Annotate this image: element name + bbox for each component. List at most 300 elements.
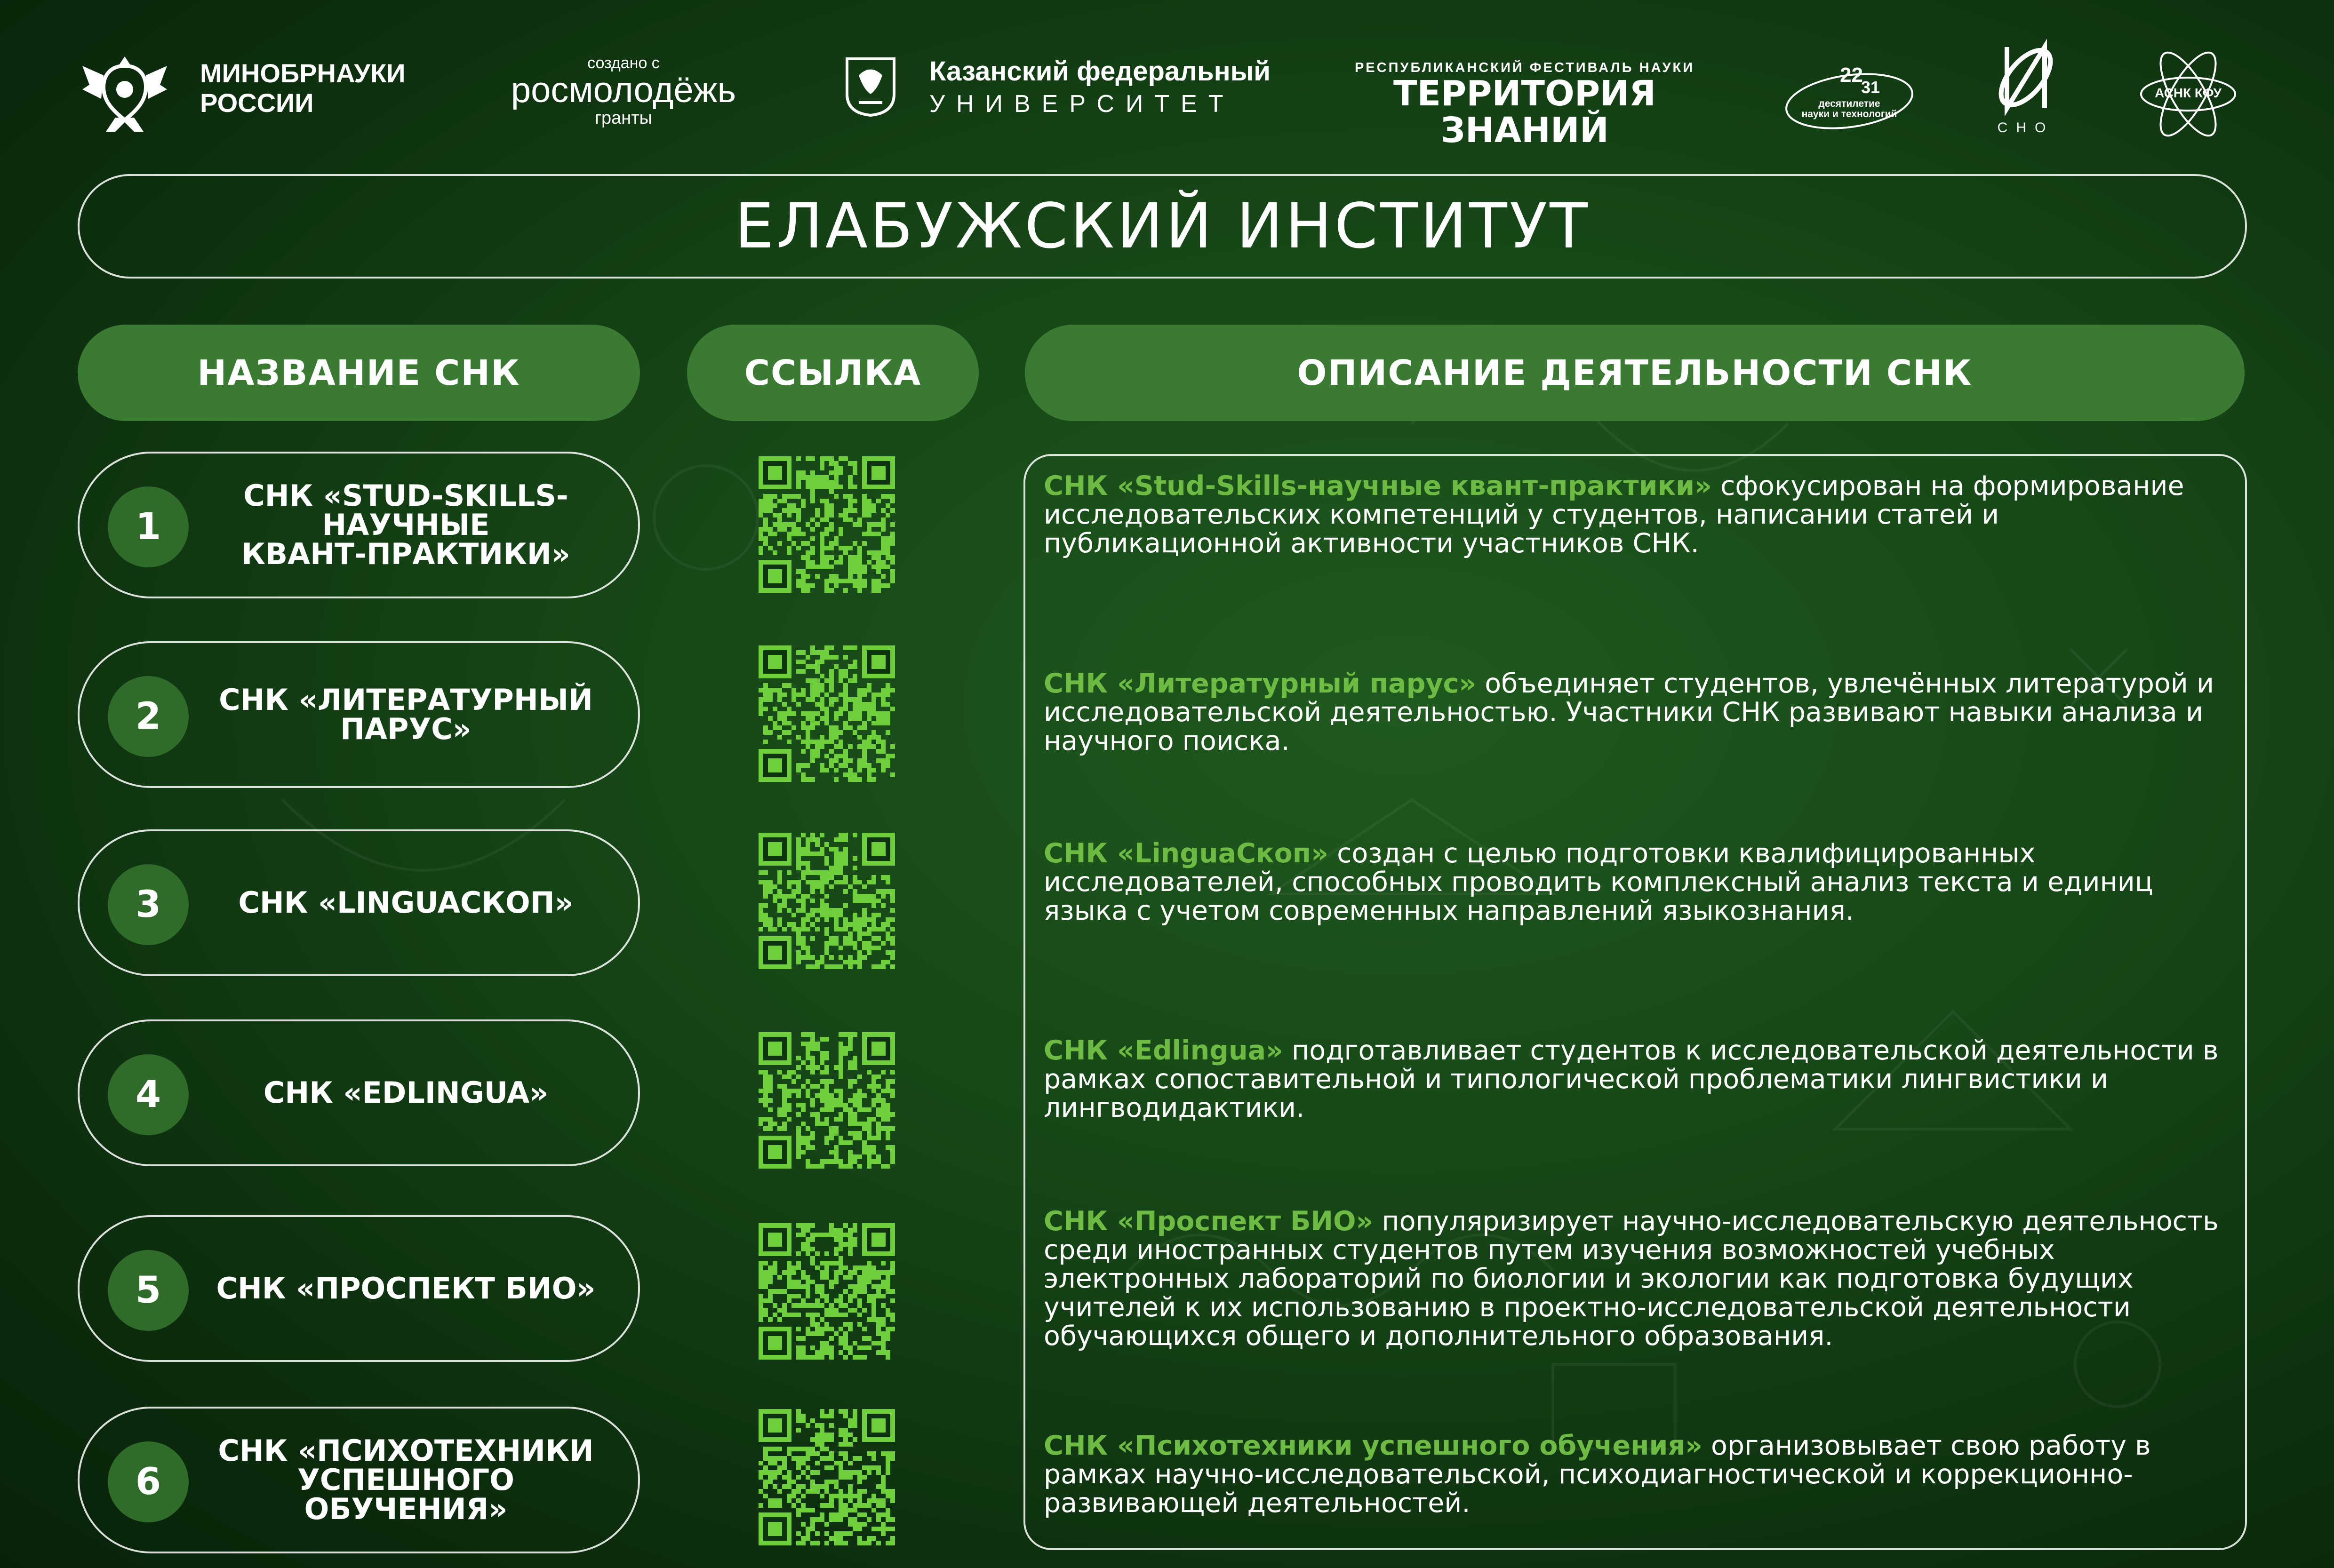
qr-module [886,1451,890,1456]
qr-module [839,1228,843,1233]
qr-module [824,913,829,917]
qr-code-icon[interactable] [759,1032,895,1169]
qr-module [876,1541,881,1545]
qr-module [810,1056,815,1060]
qr-module [857,964,862,969]
qr-module [801,922,806,927]
qr-module [857,1266,862,1270]
qr-module [829,1223,834,1228]
qr-module [876,1517,881,1522]
qr-module [820,1433,824,1437]
qr-module [768,569,782,583]
qr-module [871,768,876,772]
qr-module [820,1233,824,1237]
qr-module [839,1494,843,1498]
qr-module [829,697,834,702]
qr-module [820,1164,824,1169]
qr-module [890,1498,895,1503]
qr-module [806,541,810,546]
qr-module [853,508,857,513]
qr-module [806,1331,810,1336]
qr-module [773,1261,777,1266]
qr-module [862,688,867,692]
qr-module [862,1270,867,1275]
qr-module [857,917,862,922]
qr-module [820,903,824,908]
qr-module [796,470,801,475]
qr-module [791,503,796,508]
qr-module [857,1303,862,1308]
qr-module [886,730,890,735]
qr-module [857,744,862,749]
qr-module [801,1447,806,1451]
qr-module [848,1508,853,1512]
qr-module [890,1112,895,1117]
qr-module [815,711,820,716]
qr-module [791,889,796,894]
qr-module [881,494,886,499]
qr-module [848,1084,853,1089]
qr-module [796,861,801,866]
qr-module [834,1275,839,1280]
qr-module [848,1242,853,1247]
qr-module [796,508,801,513]
qr-module [867,1266,871,1270]
qr-module [890,560,895,565]
qr-module [796,546,801,550]
qr-module [890,494,895,499]
qr-module [848,931,853,936]
qr-module [763,517,768,522]
qr-module [857,1131,862,1136]
qr-module [801,1456,806,1461]
qr-module [824,1447,829,1451]
qr-module [839,532,843,536]
qr-module [801,650,806,655]
qr-module [759,513,763,517]
qr-module [763,688,768,692]
qr-module [834,941,839,946]
qr-module [796,1512,801,1517]
qr-module [763,1093,768,1098]
item-number: 5 [108,1250,189,1331]
qr-module [759,550,763,555]
qr-module [890,1079,895,1084]
qr-module [815,1541,820,1545]
qr-module [810,837,815,842]
qr-code-icon[interactable] [759,1409,895,1545]
qr-module [763,1484,768,1489]
qr-module [839,1498,843,1503]
qr-module [763,1098,768,1103]
qr-module [815,1470,820,1475]
qr-module [834,1308,839,1313]
qr-module [787,1298,791,1303]
qr-module [777,1489,782,1494]
qr-module [843,1336,848,1341]
qr-module [867,1451,871,1456]
qr-module [763,527,768,532]
qr-module [796,1461,801,1465]
snk-description-5 [1044,1207,2220,1351]
qr-module [806,763,810,768]
qr-module [810,1037,815,1042]
qr-module [886,1164,890,1169]
qr-module [763,884,768,889]
qr-module [796,1498,801,1503]
qr-module [773,1475,777,1480]
qr-module [815,1298,820,1303]
qr-module [876,550,881,555]
qr-module [857,960,862,964]
qr-module [871,1456,876,1461]
qr-module [810,565,815,569]
qr-module [820,1484,824,1489]
qr-module [815,917,820,922]
qr-module [768,1270,773,1275]
qr-module [867,1145,871,1150]
qr-module [876,721,881,725]
qr-module [768,1418,782,1433]
qr-module [796,955,801,960]
qr-module [806,1284,810,1289]
qr-module [876,1122,881,1126]
snk-description-6 [1044,1432,2220,1518]
qr-module [768,1266,773,1270]
qr-module [796,485,801,489]
qr-module [801,777,806,782]
qr-module [862,1280,867,1284]
qr-module [801,1122,806,1126]
qr-module [820,1345,824,1350]
qr-module [829,1494,834,1498]
qr-module [848,1122,853,1126]
qr-module [871,922,876,927]
qr-module [834,1484,839,1489]
qr-module [867,1317,871,1322]
qr-module [839,1093,843,1098]
qr-module [867,1107,871,1112]
qr-module [881,721,886,725]
qr-module [857,574,862,579]
qr-module [843,1303,848,1308]
qr-module [763,730,768,735]
qr-module [853,707,857,711]
qr-module [853,1527,857,1531]
qr-module [810,1437,815,1442]
qr-module [796,532,801,536]
qr-module [890,1327,895,1331]
qr-module [843,1164,848,1169]
qr-module [876,913,881,917]
qr-module [886,1280,890,1284]
qr-module [829,763,834,768]
qr-module [843,1322,848,1327]
qr-module [768,508,773,513]
qr-module [867,550,871,555]
qr-module [839,1242,843,1247]
qr-module [820,1070,824,1075]
qr-module [820,541,824,546]
qr-module [787,494,791,499]
qr-module [824,941,829,946]
qr-module [815,508,820,513]
qr-module [787,1480,791,1484]
qr-module [871,1527,876,1531]
qr-module [782,1308,787,1313]
qr-module [815,837,820,842]
qr-module [791,508,796,513]
qr-module [796,763,801,768]
qr-module [777,1317,782,1322]
qr-module [759,1294,763,1298]
qr-module [824,946,829,950]
qr-module [820,870,824,875]
qr-module [843,517,848,522]
qr-module [796,889,801,894]
qr-module [759,1470,763,1475]
sno-logo [1988,38,2063,141]
qr-module [839,1032,843,1037]
qr-module [829,1536,834,1541]
qr-module [871,1089,876,1093]
qr-module [881,711,886,716]
qr-module [886,1126,890,1131]
qr-module [862,1275,867,1280]
qr-module [871,702,876,707]
qr-module [806,456,810,461]
qr-module [787,522,791,527]
qr-module [824,1322,829,1327]
qr-module [867,1336,871,1341]
qr-module [853,461,857,466]
qr-module [829,1512,834,1517]
qr-module [782,1084,787,1089]
qr-module [839,1512,843,1517]
qr-module [806,950,810,955]
qr-module [801,908,806,913]
qr-module [787,1103,791,1107]
qr-module [810,1303,815,1308]
qr-module [829,1131,834,1136]
qr-module [886,1465,890,1470]
qr-module [871,555,876,560]
qr-module [820,1442,824,1447]
qr-module [857,1103,862,1107]
qr-module [824,692,829,697]
qr-module [890,744,895,749]
qr-module [853,866,857,870]
qr-module [829,461,834,466]
qr-module [839,1536,843,1541]
qr-module [810,1042,815,1046]
qr-module [857,1136,862,1140]
qr-code-icon[interactable] [759,833,895,969]
qr-module [853,875,857,880]
qr-module [796,1056,801,1060]
qr-module [834,964,839,969]
qr-module [857,522,862,527]
qr-module [787,508,791,513]
qr-module [829,1503,834,1508]
qr-module [801,1060,806,1065]
qr-module [810,884,815,889]
qr-module [796,899,801,903]
qr-code-icon[interactable] [759,645,895,782]
qr-module [862,1093,867,1098]
qr-module [829,522,834,527]
qr-module [886,1461,890,1465]
qr-module [796,884,801,889]
qr-module [810,721,815,725]
qr-module [820,735,824,740]
qr-module [768,688,773,692]
qr-module [857,1154,862,1159]
header-name: НАЗВАНИЕ СНК [78,325,640,421]
qr-module [890,889,895,894]
qr-module [839,470,843,475]
qr-module [867,740,871,744]
qr-module [857,894,862,899]
qr-module [839,692,843,697]
qr-code-icon[interactable] [759,1223,895,1360]
qr-module [890,569,895,574]
qr-module [773,522,777,527]
qr-module [820,768,824,772]
qr-module [763,1456,768,1461]
qr-module [871,777,876,782]
qr-module [834,466,839,470]
qr-module [829,1480,834,1484]
qr-module [787,546,791,550]
qr-module [777,1275,782,1280]
qr-module [848,1322,853,1327]
festival-main-text: ТЕРРИТОРИЯ ЗНАНИЙ [1393,73,1656,151]
qr-module [796,1223,801,1228]
qr-module [853,941,857,946]
qr-module [839,866,843,870]
qr-code-icon[interactable] [759,456,895,593]
qr-module [815,1322,820,1327]
qr-module [867,707,871,711]
qr-module [876,964,881,969]
qr-module [834,1494,839,1498]
qr-module [843,1409,848,1414]
qr-module [759,503,763,508]
qr-module [824,1107,829,1112]
qr-module [787,711,791,716]
qr-module [763,1284,768,1289]
qr-module [843,1242,848,1247]
qr-module [791,697,796,702]
qr-module [796,1136,801,1140]
qr-module [787,880,791,884]
qr-module [867,1070,871,1075]
qr-module [848,1112,853,1117]
qr-module [876,560,881,565]
qr-module [829,730,834,735]
qr-module [820,1512,824,1517]
qr-module [881,1098,886,1103]
qr-module [815,660,820,664]
qr-module [876,1131,881,1136]
qr-module [867,1084,871,1089]
qr-module [848,555,853,560]
qr-module [848,772,853,777]
qr-module [862,541,867,546]
qr-module [834,541,839,546]
qr-module [843,697,848,702]
qr-module [867,1150,871,1154]
qr-module [853,1522,857,1527]
qr-module [843,1456,848,1461]
snk-name: СНК «ПРОСПЕКТ БИО» [216,1271,596,1305]
qr-module [881,1294,886,1298]
qr-module [796,1345,801,1350]
qr-module [801,852,806,856]
qr-module [843,754,848,758]
qr-module [848,1494,853,1498]
qr-module [886,1136,890,1140]
qr-module [853,880,857,884]
qr-module [857,588,862,593]
qr-module [848,1327,853,1331]
qr-module [815,664,820,669]
qr-module [796,936,801,941]
qr-module [871,1536,876,1541]
qr-module [843,683,848,688]
qr-module [839,1336,843,1341]
qr-module [843,1355,848,1360]
qr-module [853,1423,857,1428]
qr-module [787,1075,791,1079]
qr-module [824,475,829,480]
qr-module [824,480,829,485]
desc-highlight: СНК «LinguaСкоп» [1044,838,1328,869]
qr-module [791,1480,796,1484]
qr-module [815,1461,820,1465]
qr-module [824,1489,829,1494]
qr-module [871,1275,876,1280]
qr-module [768,692,773,697]
qr-module [768,1089,773,1093]
qr-module [801,470,806,475]
qr-module [834,1237,839,1242]
qr-module [820,884,824,889]
qr-module [806,1447,810,1451]
qr-module [787,1447,791,1451]
qr-module [768,1275,773,1280]
qr-module [829,1423,834,1428]
qr-module [787,1294,791,1298]
qr-module [853,1289,857,1294]
qr-module [857,1480,862,1484]
qr-module [857,955,862,960]
qr-module [782,692,787,697]
qr-module [881,1070,886,1075]
qr-module [796,837,801,842]
qr-module [763,536,768,541]
qr-module [768,1122,773,1126]
qr-module [871,842,886,856]
qr-module [806,1465,810,1470]
qr-module [829,503,834,508]
snk-name-pill-1 [78,452,640,598]
qr-module [857,702,862,707]
qr-module [871,1098,876,1103]
qr-module [848,1308,853,1313]
qr-module [853,716,857,721]
